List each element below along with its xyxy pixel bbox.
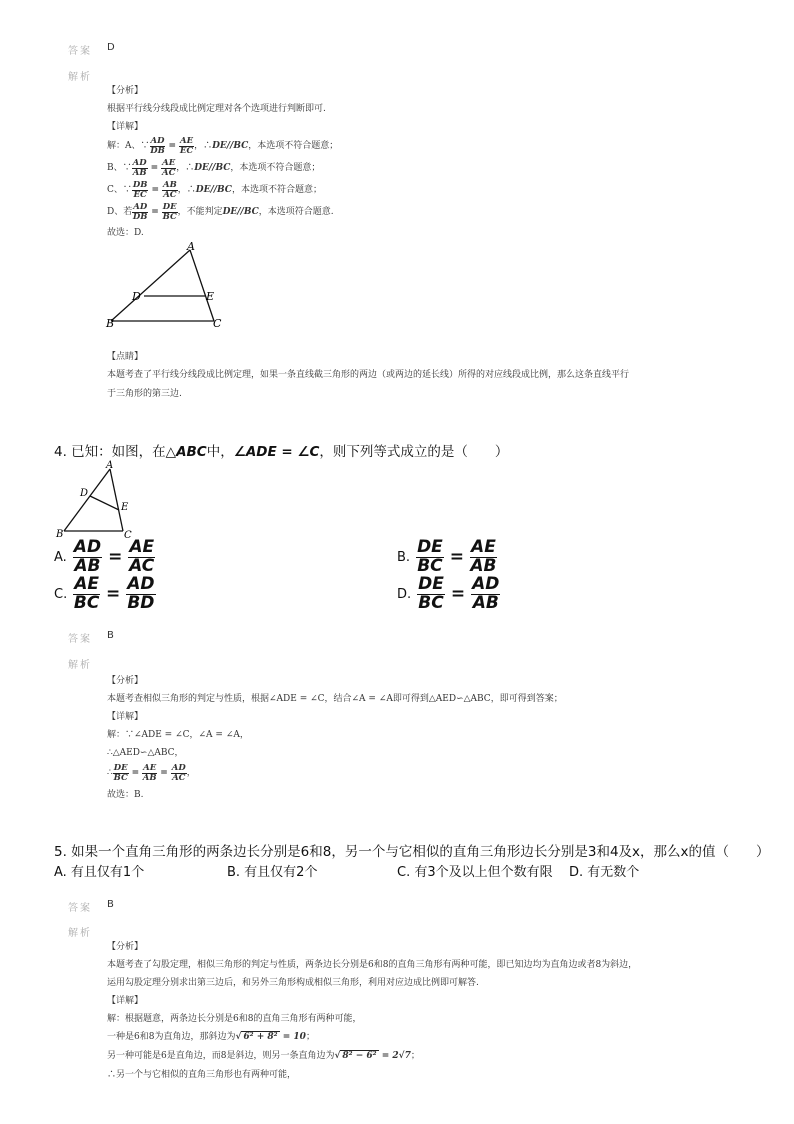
fraction: $\frac{AD}{AB}$ (73, 536, 102, 576)
fenxi-label: 【分析】 (107, 942, 144, 952)
fraction: $\frac{DE}{BC}$ (162, 201, 177, 222)
answer-label: 答案 (68, 634, 92, 645)
choose-text: 故选：D. (107, 228, 144, 238)
fraction: $\frac{AD}{AB}$ (132, 157, 147, 178)
segment-de (90, 496, 119, 510)
xiangjie-label: 【详解】 (107, 122, 144, 132)
vertex-label-a: A (106, 460, 114, 471)
analysis-label: 解析 (68, 72, 92, 83)
fraction: $\frac{AE}{AB}$ (470, 536, 497, 576)
vertex-label-b: B (106, 317, 115, 330)
answer-label: 答案 (68, 46, 92, 57)
solution-step-4: ∴另一个与它相似的直角三角形也有两种可能， (107, 1070, 297, 1080)
fraction: $\frac{AE}{AC}$ (129, 536, 155, 576)
fraction: $\frac{AB}{AC}$ (163, 179, 177, 200)
parallel-statement: DE//BC (195, 185, 232, 195)
dianjing-text-2: 于三角形的第三边. (107, 389, 182, 399)
vertex-label-c: C (124, 530, 132, 541)
option-a[interactable]: A. $\frac{AD}{AB}$ = $\frac{AE}{AC}$ (54, 536, 155, 576)
fraction: $\frac{AE}{AC}$ (161, 157, 176, 178)
fenxi-text: 本题考查相似三角形的判定与性质，根据∠ADE = ∠C，结合∠A = ∠A即可得到△AED∽△ABC，即可得到答案； (107, 694, 563, 704)
square-root: √ 6² + 8² (235, 1032, 278, 1042)
vertex-label-a: A (187, 240, 195, 253)
fraction: $\frac{AE}{EC}$ (179, 135, 194, 156)
fenxi-label: 【分析】 (107, 676, 144, 686)
option-c[interactable]: C. $\frac{AE}{BC}$ = $\frac{AD}{BD}$ (54, 573, 155, 613)
fenxi-text-2: 运用勾股定理分别求出第三边后，和另外三角形构成相似三角形，利用对应边成比例即可解答. (107, 978, 479, 988)
side-ab (64, 469, 110, 531)
fraction: $\frac{DB}{EC}$ (132, 179, 148, 200)
dianjing-text-1: 本题考查了平行线分线段成比例定理，如果一条直线截三角形的两边（或两边的延长线）所得的对应线段成比例，那么这条直线平行 (107, 370, 630, 380)
solution-step-1: 解：∵∠ADE = ∠C，∠A = ∠A， (107, 730, 249, 740)
dianjing-label: 【点睛】 (107, 352, 144, 362)
vertex-label-d: D (132, 290, 141, 303)
analysis-label: 解析 (68, 660, 92, 671)
answer-label: 答案 (68, 903, 92, 914)
option-b[interactable]: B. $\frac{DE}{BC}$ = $\frac{AE}{AB}$ (397, 536, 497, 576)
answer-value: B (107, 899, 114, 910)
fraction: $\frac{AD}{AC}$ (171, 762, 186, 783)
option-b[interactable]: B. 有且仅有2个 (227, 865, 318, 880)
question-4-stem: 4. 已知：如图，在△ABC中，∠ADE = ∠C，则下列等式成立的是（ ） (54, 444, 509, 460)
solution-line-b: B、∵ $\frac{AD}{AB}$ = $\frac{AE}{AC}$ ，∴ DE//BC ，本选项不符合题意； (107, 157, 321, 178)
side-ab (111, 250, 190, 321)
question-5-stem: 5. 如果一个直角三角形的两条边长分别是6和8，另一个与它相似的直角三角形边长分别是3和4及x，那么x的值（ ） (54, 844, 770, 860)
fraction: $\frac{AD}{DB}$ (150, 135, 165, 156)
solution-step-3: 另一种可能是6是直角边，而8是斜边，则另一条直角边为√ 8² − 6² = 2√7； (107, 1051, 420, 1061)
answer-value: B (107, 630, 114, 641)
solution-line-d: D、若 $\frac{AD}{DB}$ = $\frac{DE}{BC}$ ，不能判定 DE//BC ，本选项符合题意. (107, 201, 334, 222)
option-d[interactable]: D. 有无数个 (569, 865, 640, 880)
vertex-label-e: E (121, 502, 129, 513)
option-d[interactable]: D. $\frac{DE}{BC}$ = $\frac{AD}{AB}$ (397, 573, 500, 613)
fraction: $\frac{AD}{DB}$ (132, 201, 148, 222)
parallel-statement: DE//BC (222, 207, 259, 217)
vertex-label-b: B (56, 529, 64, 540)
solution-step-1: 解：根据题意，两条边长分别是6和8的直角三角形有两种可能， (107, 1014, 362, 1024)
xiangjie-label: 【详解】 (107, 996, 144, 1006)
choose-text: 故选：B. (107, 790, 144, 800)
side-ac (110, 469, 123, 531)
line-prefix: 解：A、∵ (107, 141, 150, 151)
fenxi-label: 【分析】 (107, 86, 144, 96)
parallel-statement: DE//BC (194, 163, 231, 173)
fraction: $\frac{AE}{AB}$ (142, 762, 157, 783)
option-c[interactable]: C. 有3个及以上但个数有限 (397, 865, 553, 880)
fraction: $\frac{AD}{BD}$ (127, 573, 155, 613)
fraction: $\frac{DE}{BC}$ (113, 762, 128, 783)
vertex-label-e: E (206, 290, 215, 303)
square-root: √ 8² − 6² (334, 1051, 377, 1061)
triangle-figure-q3 (104, 240, 234, 332)
side-ac (190, 250, 214, 321)
angle-condition: ∠ADE = ∠C (233, 444, 320, 460)
xiangjie-label: 【详解】 (107, 712, 144, 722)
fraction: $\frac{AE}{BC}$ (73, 573, 100, 613)
fraction: $\frac{DE}{BC}$ (418, 573, 444, 613)
solution-step-2: ∴△AED∽△ABC， (107, 748, 184, 758)
answer-value: D (107, 42, 115, 53)
analysis-label: 解析 (68, 928, 92, 939)
fenxi-text: 根据平行线分线段成比例定理对各个选项进行判断即可. (107, 104, 326, 114)
solution-step-3: ∴ $\frac{DE}{BC}$ = $\frac{AE}{AB}$ = $\frac{AD}{AC}$ ， (107, 762, 196, 783)
fraction: $\frac{DE}{BC}$ (417, 536, 443, 576)
triangle-figure-q4 (54, 458, 144, 542)
vertex-label-d: D (80, 488, 89, 499)
option-a[interactable]: A. 有且仅有1个 (54, 865, 145, 880)
fenxi-text-1: 本题考查了勾股定理，相似三角形的判定与性质，两条边长分别是6和8的直角三角形有两种可能，即已知边均为直角边或者8为斜边， (107, 960, 638, 970)
solution-line-c: C、∵ $\frac{DB}{EC}$ = $\frac{AB}{AC}$ ，∴ DE//BC ，本选项不符合题意； (107, 179, 322, 200)
fraction: $\frac{AD}{AB}$ (472, 573, 500, 613)
solution-line-a: 解：A、∵ $\frac{AD}{DB}$ = $\frac{AE}{EC}$ ，∴ DE//BC ，本选项不符合题意； (107, 135, 339, 156)
solution-step-2: 一种是6和8为直角边，那斜边为√ 6² + 8² = 10； (107, 1032, 315, 1042)
parallel-statement: DE//BC (212, 141, 249, 151)
vertex-label-c: C (213, 317, 222, 330)
